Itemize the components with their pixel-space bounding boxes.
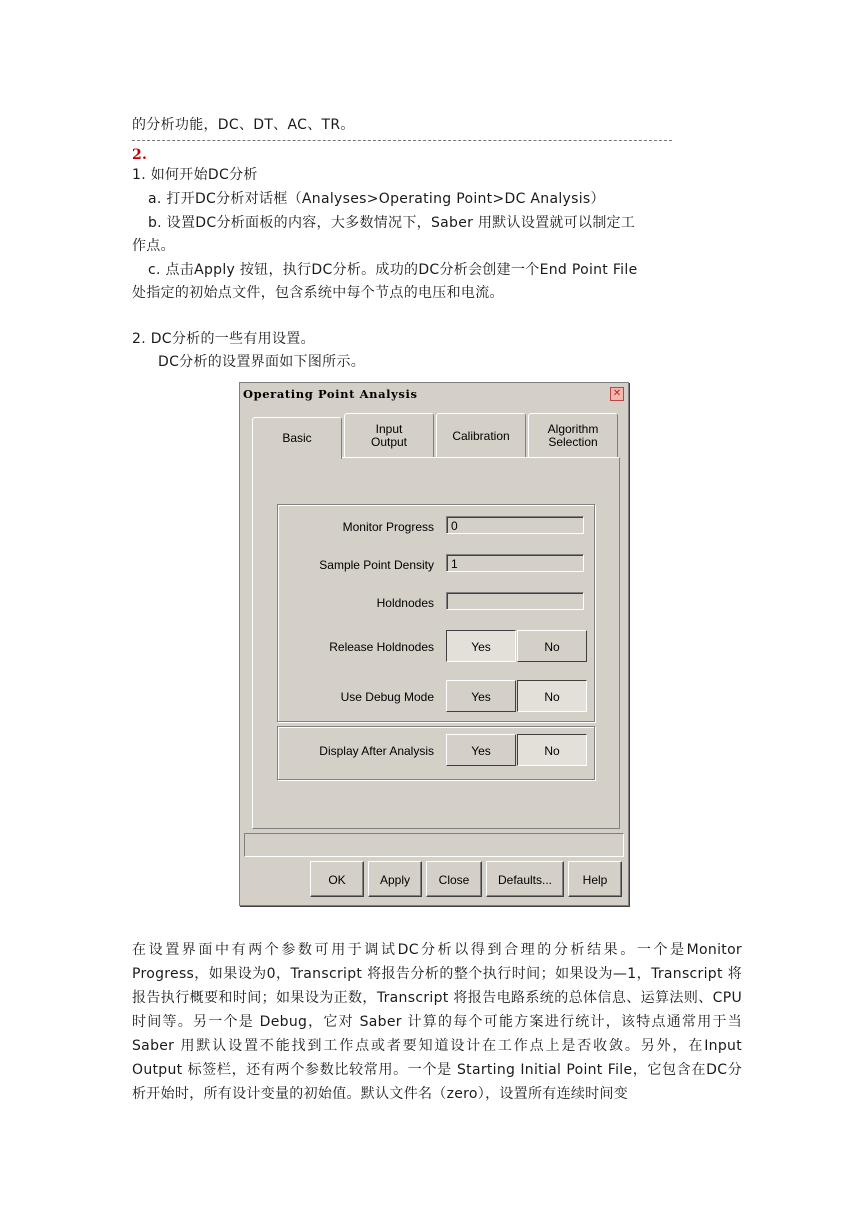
item1-step-c: c. 点击Apply 按钮，执行DC分析。成功的DC分析会创建一个End Point File [148, 262, 638, 278]
holdnodes-label: Holdnodes [376, 596, 434, 610]
tab-algorithm-selection[interactable] [528, 413, 618, 458]
close-icon[interactable]: ✕ [610, 387, 624, 401]
item1-step-b: b. 设置DC分析面板的内容，大多数情况下，Saber 用默认设置就可以制定工 [148, 215, 636, 231]
section-number: 2. [132, 147, 148, 163]
operating-point-analysis-dialog [239, 382, 629, 906]
item1-title: 1. 如何开始DC分析 [132, 167, 258, 183]
use-debug-mode-label: Use Debug Mode [340, 690, 434, 704]
sample-point-density-label: Sample Point Density [319, 558, 434, 572]
defaults-button[interactable]: Defaults... [486, 861, 564, 897]
ok-button[interactable]: OK [310, 861, 364, 897]
monitor-progress-label: Monitor Progress [342, 520, 434, 534]
display-after-analysis-yes-button[interactable]: Yes [446, 734, 516, 766]
tab-calibration-label: Calibration [452, 428, 510, 443]
doc-line-analysis-functions: 的分析功能，DC、DT、AC、TR。 [132, 117, 355, 133]
release-holdnodes-yes-button[interactable]: Yes [446, 630, 516, 662]
tab-basic-label: Basic [282, 431, 312, 445]
tab-input-output-label-2: Output [370, 435, 408, 449]
apply-button[interactable]: Apply [368, 861, 422, 897]
divider [132, 140, 672, 141]
dialog-title: Operating Point Analysis [243, 387, 418, 401]
use-debug-mode-yes-button[interactable]: Yes [446, 680, 516, 712]
display-after-analysis-label: Display After Analysis [319, 744, 434, 758]
help-button[interactable]: Help [568, 861, 622, 897]
sample-point-density-input[interactable]: 1 [446, 554, 584, 572]
dialog-titlebar [240, 383, 628, 405]
use-debug-mode-no-button[interactable]: No [517, 680, 587, 712]
release-holdnodes-label: Release Holdnodes [329, 640, 434, 654]
item1-step-c-cont: 处指定的初始点文件，包含系统中每个节点的电压和电流。 [132, 285, 504, 301]
item2-title: 2. DC分析的一些有用设置。 [132, 331, 315, 347]
basic-tab-panel [252, 457, 620, 829]
tab-input-output-label-1: Input [375, 422, 403, 436]
monitor-progress-input[interactable]: 0 [446, 516, 584, 534]
item1-step-a: a. 打开DC分析对话框（Analyses>Operating Point>DC Analysis） [148, 191, 605, 207]
status-bar [244, 833, 624, 857]
tab-algorithm-label-1: Algorithm [547, 422, 599, 436]
holdnodes-input[interactable] [446, 592, 584, 610]
explanation-paragraph: 在设置界面中有两个参数可用于调试DC分析以得到合理的分析结果。一个是Monitor Progress，如果设为0，Transcript 将报告分析的整个执行时间；如果设为—1，Transcript 将报告执行概要和时间；如果设为正数，Transcript 将报告电路系统的总体信息、运算法则、CPU 时间等。另一个是 Debug，它对 Saber 计算的每个可能方案进行统计，该特点通常用于当Saber 用默认设置不能找到工作点或者要知道设计在工作点上是否收敛。另外，在Input Output 标签栏，还有两个参数比较常用。一个是 Starting Initial Point File，它包含在DC分析开始时，所有设计变量的初始值。默认文件名（zero），设置所有连续时间变 [132, 942, 742, 1102]
display-after-analysis-no-button[interactable]: No [517, 734, 587, 766]
release-holdnodes-no-button[interactable]: No [517, 630, 587, 662]
tab-input-output[interactable] [344, 413, 434, 458]
tab-calibration[interactable] [436, 413, 526, 458]
close-button[interactable]: Close [426, 861, 482, 897]
item2-subtitle: DC分析的设置界面如下图所示。 [158, 354, 366, 370]
tab-basic[interactable] [252, 417, 342, 459]
tab-algorithm-label-2: Selection [548, 435, 598, 449]
item1-step-b-cont: 作点。 [132, 238, 175, 254]
